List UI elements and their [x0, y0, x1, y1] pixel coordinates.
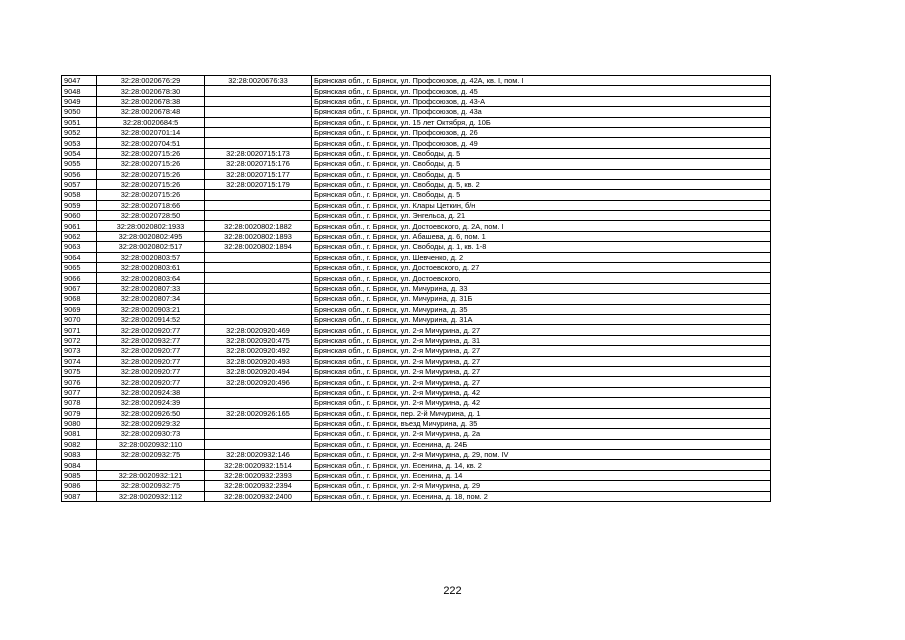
address-cell: Брянская обл., г. Брянск, пер. 2-й Мичурина, д. 1	[312, 408, 771, 418]
row-number-cell: 9050	[62, 107, 97, 117]
table-row	[62, 429, 771, 439]
table-row	[62, 418, 771, 428]
address-cell: Брянская обл., г. Брянск, ул. Достоевского, д. 2А, пом. I	[312, 221, 771, 231]
address-cell: Брянская обл., г. Брянск, ул. Профсоюзов, д. 42А, кв. I, пом. I	[312, 76, 771, 86]
row-number-cell: 9072	[62, 335, 97, 345]
table-row	[62, 242, 771, 252]
row-number-cell: 9057	[62, 179, 97, 189]
cadastral-number-cell: 32:28:0020676:29	[97, 76, 205, 86]
address-cell: Брянская обл., г. Брянск, ул. Мичурина, д. 35	[312, 304, 771, 314]
cadastral-number-cell: 32:28:0020803:57	[97, 252, 205, 262]
cadastral-number-cell: 32:28:0020929:32	[97, 418, 205, 428]
cadastral-number-cell: 32:28:0020926:50	[97, 408, 205, 418]
cadastral-number-cell: 32:28:0020715:26	[97, 169, 205, 179]
address-cell: Брянская обл., г. Брянск, ул. Есенина, д. 14	[312, 470, 771, 480]
cadastral-number-cell: 32:28:0020684:5	[97, 117, 205, 127]
object-cadastral-number-cell	[205, 127, 312, 137]
object-cadastral-number-cell	[205, 273, 312, 283]
address-cell: Брянская обл., г. Брянск, ул. 2-я Мичурина, д. 42	[312, 387, 771, 397]
address-cell: Брянская обл., г. Брянск, ул. Достоевского,	[312, 273, 771, 283]
address-cell: Брянская обл., г. Брянск, ул. Шевченко, д. 2	[312, 252, 771, 262]
cadastral-number-cell: 32:28:0020920:77	[97, 366, 205, 376]
row-number-cell: 9060	[62, 211, 97, 221]
object-cadastral-number-cell: 32:28:0020926:165	[205, 408, 312, 418]
object-cadastral-number-cell	[205, 429, 312, 439]
property-registry-table	[61, 75, 771, 502]
table-row	[62, 491, 771, 501]
cadastral-number-cell: 32:28:0020718:66	[97, 200, 205, 210]
object-cadastral-number-cell	[205, 294, 312, 304]
address-cell: Брянская обл., г. Брянск, ул. Свободы, д. 5	[312, 169, 771, 179]
address-cell: Брянская обл., г. Брянск, ул. Свободы, д. 5, кв. 2	[312, 179, 771, 189]
object-cadastral-number-cell: 32:28:0020676:33	[205, 76, 312, 86]
cadastral-number-cell: 32:28:0020903:21	[97, 304, 205, 314]
object-cadastral-number-cell	[205, 263, 312, 273]
object-cadastral-number-cell: 32:28:0020932:2394	[205, 481, 312, 491]
address-cell: Брянская обл., г. Брянск, ул. Клары Цеткин, б/н	[312, 200, 771, 210]
object-cadastral-number-cell	[205, 190, 312, 200]
row-number-cell: 9084	[62, 460, 97, 470]
object-cadastral-number-cell: 32:28:0020715:177	[205, 169, 312, 179]
table-row	[62, 314, 771, 324]
row-number-cell: 9080	[62, 418, 97, 428]
object-cadastral-number-cell: 32:28:0020932:2400	[205, 491, 312, 501]
object-cadastral-number-cell	[205, 96, 312, 106]
cadastral-number-cell: 32:28:0020807:33	[97, 283, 205, 293]
cadastral-number-cell: 32:28:0020802:495	[97, 231, 205, 241]
address-cell: Брянская обл., г. Брянск, ул. Свободы, д. 1, кв. 1-8	[312, 242, 771, 252]
cadastral-number-cell: 32:28:0020920:77	[97, 356, 205, 366]
cadastral-number-cell: 32:28:0020924:39	[97, 398, 205, 408]
object-cadastral-number-cell	[205, 200, 312, 210]
table-row	[62, 169, 771, 179]
row-number-cell: 9061	[62, 221, 97, 231]
row-number-cell: 9073	[62, 346, 97, 356]
cadastral-number-cell: 32:28:0020920:77	[97, 377, 205, 387]
cadastral-number-cell: 32:28:0020930:73	[97, 429, 205, 439]
cadastral-number-cell: 32:28:0020715:26	[97, 179, 205, 189]
cadastral-number-cell: 32:28:0020932:112	[97, 491, 205, 501]
address-cell: Брянская обл., г. Брянск, ул. 2-я Мичурина, д. 27	[312, 325, 771, 335]
cadastral-number-cell: 32:28:0020920:77	[97, 346, 205, 356]
cadastral-number-cell: 32:28:0020678:30	[97, 86, 205, 96]
cadastral-number-cell: 32:28:0020715:26	[97, 148, 205, 158]
table-row	[62, 450, 771, 460]
table-row	[62, 127, 771, 137]
row-number-cell: 9081	[62, 429, 97, 439]
address-cell: Брянская обл., г. Брянск, ул. 2-я Мичурина, д. 31	[312, 335, 771, 345]
row-number-cell: 9058	[62, 190, 97, 200]
row-number-cell: 9071	[62, 325, 97, 335]
row-number-cell: 9078	[62, 398, 97, 408]
object-cadastral-number-cell: 32:28:0020715:173	[205, 148, 312, 158]
row-number-cell: 9066	[62, 273, 97, 283]
table-row	[62, 325, 771, 335]
address-cell: Брянская обл., г. Брянск, ул. Профсоюзов, д. 43а	[312, 107, 771, 117]
address-cell: Брянская обл., г. Брянск, ул. 2-я Мичурина, д. 27	[312, 366, 771, 376]
row-number-cell: 9067	[62, 283, 97, 293]
table-row	[62, 398, 771, 408]
address-cell: Брянская обл., г. Брянск, въезд Мичурина, д. 35	[312, 418, 771, 428]
address-cell: Брянская обл., г. Брянск, ул. Свободы, д. 5	[312, 190, 771, 200]
cadastral-number-cell: 32:28:0020914:52	[97, 314, 205, 324]
table-row	[62, 231, 771, 241]
table-row	[62, 283, 771, 293]
table-row	[62, 408, 771, 418]
row-number-cell: 9082	[62, 439, 97, 449]
cadastral-number-cell: 32:28:0020932:121	[97, 470, 205, 480]
row-number-cell: 9049	[62, 96, 97, 106]
cadastral-number-cell: 32:28:0020932:77	[97, 335, 205, 345]
row-number-cell: 9053	[62, 138, 97, 148]
table-row	[62, 481, 771, 491]
table-row	[62, 439, 771, 449]
address-cell: Брянская обл., г. Брянск, ул. 2-я Мичурина, д. 29, пом. IV	[312, 450, 771, 460]
cadastral-number-cell: 32:28:0020807:34	[97, 294, 205, 304]
address-cell: Брянская обл., г. Брянск, ул. Профсоюзов, д. 26	[312, 127, 771, 137]
table-row	[62, 387, 771, 397]
address-cell: Брянская обл., г. Брянск, ул. Свободы, д. 5	[312, 148, 771, 158]
row-number-cell: 9085	[62, 470, 97, 480]
address-cell: Брянская обл., г. Брянск, ул. Свободы, д. 5	[312, 159, 771, 169]
row-number-cell: 9076	[62, 377, 97, 387]
row-number-cell: 9059	[62, 200, 97, 210]
row-number-cell: 9075	[62, 366, 97, 376]
cadastral-number-cell: 32:28:0020920:77	[97, 325, 205, 335]
cadastral-number-cell: 32:28:0020802:517	[97, 242, 205, 252]
table-row	[62, 366, 771, 376]
table-row	[62, 335, 771, 345]
table-row	[62, 460, 771, 470]
address-cell: Брянская обл., г. Брянск, ул. 2-я Мичурина, д. 2а	[312, 429, 771, 439]
table-row	[62, 159, 771, 169]
object-cadastral-number-cell	[205, 439, 312, 449]
object-cadastral-number-cell	[205, 314, 312, 324]
cadastral-number-cell: 32:28:0020704:51	[97, 138, 205, 148]
table-row	[62, 117, 771, 127]
row-number-cell: 9077	[62, 387, 97, 397]
object-cadastral-number-cell	[205, 304, 312, 314]
address-cell: Брянская обл., г. Брянск, ул. Энгельса, д. 21	[312, 211, 771, 221]
object-cadastral-number-cell: 32:28:0020715:179	[205, 179, 312, 189]
object-cadastral-number-cell	[205, 86, 312, 96]
cadastral-number-cell: 32:28:0020715:26	[97, 159, 205, 169]
object-cadastral-number-cell	[205, 387, 312, 397]
cadastral-number-cell: 32:28:0020701:14	[97, 127, 205, 137]
cadastral-number-cell: 32:28:0020802:1933	[97, 221, 205, 231]
row-number-cell: 9074	[62, 356, 97, 366]
object-cadastral-number-cell: 32:28:0020802:1894	[205, 242, 312, 252]
table-row	[62, 86, 771, 96]
row-number-cell: 9065	[62, 263, 97, 273]
object-cadastral-number-cell	[205, 138, 312, 148]
row-number-cell: 9051	[62, 117, 97, 127]
address-cell: Брянская обл., г. Брянск, ул. Мичурина, д. 31Б	[312, 294, 771, 304]
table-row	[62, 76, 771, 86]
cadastral-number-cell	[97, 460, 205, 470]
address-cell: Брянская обл., г. Брянск, ул. Есенина, д. 18, пом. 2	[312, 491, 771, 501]
row-number-cell: 9069	[62, 304, 97, 314]
cadastral-number-cell: 32:28:0020932:75	[97, 481, 205, 491]
object-cadastral-number-cell: 32:28:0020920:469	[205, 325, 312, 335]
object-cadastral-number-cell	[205, 418, 312, 428]
address-cell: Брянская обл., г. Брянск, ул. Профсоюзов, д. 45	[312, 86, 771, 96]
row-number-cell: 9047	[62, 76, 97, 86]
table-row	[62, 96, 771, 106]
object-cadastral-number-cell: 32:28:0020920:492	[205, 346, 312, 356]
table-row	[62, 252, 771, 262]
row-number-cell: 9063	[62, 242, 97, 252]
address-cell: Брянская обл., г. Брянск, ул. Есенина, д. 24Б	[312, 439, 771, 449]
address-cell: Брянская обл., г. Брянск, ул. 2-я Мичурина, д. 27	[312, 356, 771, 366]
address-cell: Брянская обл., г. Брянск, ул. 15 лет Октября, д. 10Б	[312, 117, 771, 127]
table-row	[62, 273, 771, 283]
object-cadastral-number-cell: 32:28:0020715:176	[205, 159, 312, 169]
cadastral-number-cell: 32:28:0020728:50	[97, 211, 205, 221]
table-row	[62, 346, 771, 356]
object-cadastral-number-cell: 32:28:0020932:1514	[205, 460, 312, 470]
address-cell: Брянская обл., г. Брянск, ул. Мичурина, д. 33	[312, 283, 771, 293]
cadastral-number-cell: 32:28:0020803:61	[97, 263, 205, 273]
address-cell: Брянская обл., г. Брянск, ул. Мичурина, д. 31А	[312, 314, 771, 324]
address-cell: Брянская обл., г. Брянск, ул. 2-я Мичурина, д. 29	[312, 481, 771, 491]
address-cell: Брянская обл., г. Брянск, ул. Достоевского, д. 27	[312, 263, 771, 273]
table-row	[62, 179, 771, 189]
object-cadastral-number-cell	[205, 283, 312, 293]
object-cadastral-number-cell: 32:28:0020802:1893	[205, 231, 312, 241]
row-number-cell: 9079	[62, 408, 97, 418]
object-cadastral-number-cell: 32:28:0020920:493	[205, 356, 312, 366]
row-number-cell: 9087	[62, 491, 97, 501]
row-number-cell: 9054	[62, 148, 97, 158]
cadastral-number-cell: 32:28:0020678:38	[97, 96, 205, 106]
address-cell: Брянская обл., г. Брянск, ул. 2-я Мичурина, д. 27	[312, 346, 771, 356]
object-cadastral-number-cell	[205, 252, 312, 262]
cadastral-number-cell: 32:28:0020678:48	[97, 107, 205, 117]
address-cell: Брянская обл., г. Брянск, ул. 2-я Мичурина, д. 27	[312, 377, 771, 387]
table-row	[62, 377, 771, 387]
row-number-cell: 9052	[62, 127, 97, 137]
row-number-cell: 9086	[62, 481, 97, 491]
table-row	[62, 294, 771, 304]
table-row	[62, 138, 771, 148]
table-row	[62, 221, 771, 231]
object-cadastral-number-cell: 32:28:0020920:494	[205, 366, 312, 376]
row-number-cell: 9055	[62, 159, 97, 169]
table-row	[62, 263, 771, 273]
table-row	[62, 211, 771, 221]
table-row	[62, 356, 771, 366]
row-number-cell: 9048	[62, 86, 97, 96]
object-cadastral-number-cell: 32:28:0020920:475	[205, 335, 312, 345]
table-row	[62, 304, 771, 314]
row-number-cell: 9070	[62, 314, 97, 324]
table-row	[62, 470, 771, 480]
cadastral-number-cell: 32:28:0020924:38	[97, 387, 205, 397]
object-cadastral-number-cell	[205, 117, 312, 127]
cadastral-number-cell: 32:28:0020932:75	[97, 450, 205, 460]
object-cadastral-number-cell	[205, 107, 312, 117]
table-row	[62, 200, 771, 210]
address-cell: Брянская обл., г. Брянск, ул. 2-я Мичурина, д. 42	[312, 398, 771, 408]
page-number: 222	[443, 585, 462, 597]
address-cell: Брянская обл., г. Брянск, ул. Профсоюзов, д. 49	[312, 138, 771, 148]
row-number-cell: 9056	[62, 169, 97, 179]
object-cadastral-number-cell: 32:28:0020932:146	[205, 450, 312, 460]
object-cadastral-number-cell	[205, 211, 312, 221]
table-row	[62, 107, 771, 117]
address-cell: Брянская обл., г. Брянск, ул. Есенина, д. 14, кв. 2	[312, 460, 771, 470]
cadastral-number-cell: 32:28:0020932:110	[97, 439, 205, 449]
table-row	[62, 148, 771, 158]
cadastral-number-cell: 32:28:0020803:64	[97, 273, 205, 283]
object-cadastral-number-cell: 32:28:0020802:1882	[205, 221, 312, 231]
address-cell: Брянская обл., г. Брянск, ул. Профсоюзов, д. 43-А	[312, 96, 771, 106]
table-row	[62, 190, 771, 200]
cadastral-number-cell: 32:28:0020715:26	[97, 190, 205, 200]
object-cadastral-number-cell: 32:28:0020932:2393	[205, 470, 312, 480]
row-number-cell: 9062	[62, 231, 97, 241]
object-cadastral-number-cell	[205, 398, 312, 408]
row-number-cell: 9064	[62, 252, 97, 262]
address-cell: Брянская обл., г. Брянск, ул. Абашева, д. 6, пом. 1	[312, 231, 771, 241]
row-number-cell: 9068	[62, 294, 97, 304]
table-body	[62, 76, 771, 502]
object-cadastral-number-cell: 32:28:0020920:496	[205, 377, 312, 387]
row-number-cell: 9083	[62, 450, 97, 460]
